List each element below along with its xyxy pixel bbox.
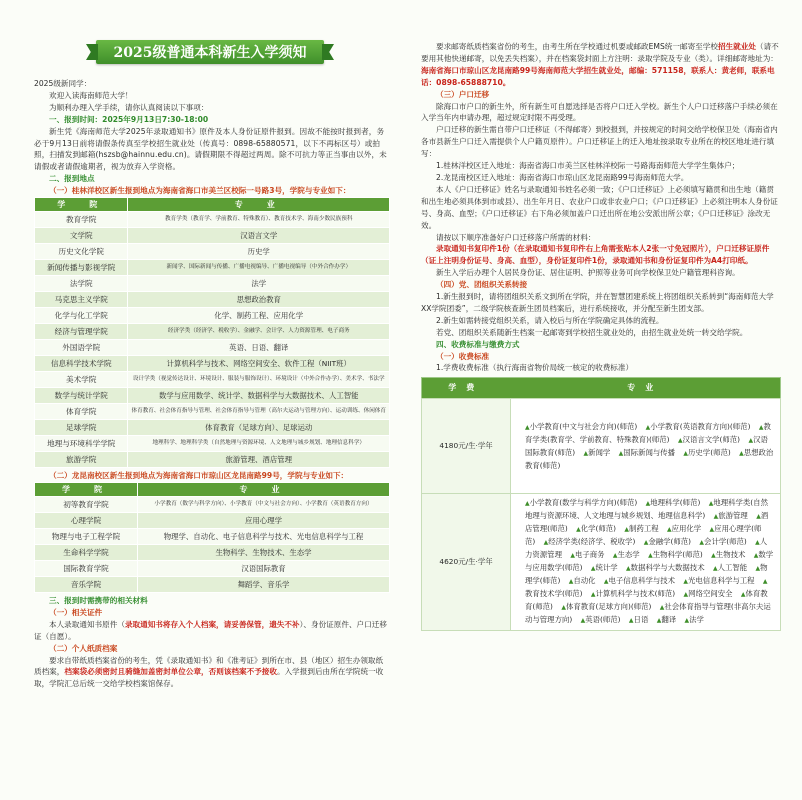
major-item <box>583 448 610 457</box>
major-item <box>619 448 675 457</box>
major-item <box>544 537 636 546</box>
table-row <box>35 212 390 228</box>
major-item <box>570 550 604 559</box>
major-label: 小学教育(数学与科学方向)(师范) <box>529 498 638 508</box>
section-location-title: 二、报到地点 <box>49 174 95 184</box>
materials-sub2-a: 要求自带纸质档案省份的考生，凭《录取通知书》和《准考证》到所在市、县（地区）招生办领取纸质档案， <box>34 655 384 677</box>
major-label: 历史学(师范) <box>688 447 731 457</box>
triangle-bullet-icon: ▲ <box>659 604 665 612</box>
major-cell: 历史学 <box>128 244 390 260</box>
major-item <box>667 524 701 533</box>
triangle-bullet-icon: ▲ <box>684 617 690 625</box>
table-row <box>35 436 390 452</box>
school-cell: 足球学院 <box>35 420 128 436</box>
materials-sub1: （一）相关证件 <box>49 607 103 617</box>
triangle-bullet-icon: ▲ <box>683 591 689 599</box>
major-label: 体育教育(师范) <box>525 589 768 612</box>
table-row <box>35 452 390 468</box>
page-title-banner <box>96 40 324 64</box>
major-item <box>629 615 648 624</box>
major-label: 网络空间安全 <box>688 589 733 599</box>
major-item <box>624 524 658 533</box>
major-item <box>646 422 751 431</box>
major-label: 小学教育(英语教育方向)(师范) <box>650 421 751 431</box>
major-label: 教育技术学(师范) <box>525 589 583 599</box>
triangle-bullet-icon: ▲ <box>699 539 705 547</box>
triangle-bullet-icon: ▲ <box>525 500 530 508</box>
major-label: 制药工程 <box>629 524 659 534</box>
materials-sub2-warning: 档案袋必须密封且骑缝加盖密封单位公章，否则该档案不予接收 <box>64 667 277 677</box>
major-label: 自动化 <box>573 576 596 586</box>
school-cell: 法学院 <box>35 276 128 292</box>
hukou-p2: 户口迁移的新生需自带户口迁移证（不得邮寄）到校报到，并按规定的时间交给学校保卫处（海南省内各市县新生户口迁入需提供个人户籍页原件）。户口迁移证上的迁入地址按录取专业所在的校区地址进行填写： <box>421 125 778 159</box>
left-column <box>34 78 390 690</box>
major-cell: 经济学类（经济学、税收学）、金融学、会计学、人力资源管理、电子商务 <box>128 324 390 340</box>
major-label: 生物科学(师范) <box>652 550 703 560</box>
hukou-p1: 除海口市户口的新生外，所有新生可自愿选择是否将户口迁入学校。新生个人户口迁移落户手续必须在入学当年内申请办理，超过规定时限不再受理。 <box>421 101 778 123</box>
school-cell: 新闻传播与影视学院 <box>35 260 128 276</box>
major-label: 金融学(师范) <box>648 537 692 547</box>
major-label: 人工智能 <box>717 563 748 573</box>
major-item <box>591 563 618 572</box>
school-cell: 地理与环境科学学院 <box>35 436 128 452</box>
major-label: 教育学类(教育学、学前教育、特殊教育)(师范) <box>525 421 771 444</box>
fee-majors <box>511 494 781 631</box>
major-label: 应用化学 <box>671 524 702 534</box>
major-cell: 舞蹈学、音乐学 <box>138 576 390 592</box>
triangle-bullet-icon: ▲ <box>626 565 631 573</box>
major-cell: 小学教育（数学与科学方向）、小学教育（中文与社会方向）、小学教育（英语教育方向） <box>138 496 390 512</box>
fee-amount: 4180元/生·学年 <box>422 399 511 494</box>
triangle-bullet-icon: ▲ <box>756 513 761 521</box>
major-item <box>581 615 621 624</box>
school-cell: 马克思主义学院 <box>35 292 128 308</box>
school-cell: 国际教育学院 <box>35 560 138 576</box>
welcome-text: 欢迎入读海南师范大学！ <box>49 90 133 100</box>
major-label: 经济学类(经济学、税收学) <box>548 537 636 547</box>
triangle-bullet-icon: ▲ <box>570 552 575 560</box>
major-item <box>576 524 616 533</box>
major-cell: 生物科学、生物技术、生态学 <box>138 544 390 560</box>
school-cell: 历史文化学院 <box>35 244 128 260</box>
triangle-bullet-icon: ▲ <box>755 565 761 573</box>
triangle-bullet-icon: ▲ <box>683 578 689 586</box>
major-label: 生物技术 <box>715 550 746 560</box>
triangle-bullet-icon: ▲ <box>580 617 586 625</box>
college-table-1 <box>34 197 390 468</box>
major-cell: 体育教育（足球方向）、足球运动 <box>128 420 390 436</box>
major-label: 体育教育(足球方向)(师范) <box>565 602 652 612</box>
school-cell: 体育学院 <box>35 404 128 420</box>
school-cell: 经济与管理学院 <box>35 324 128 340</box>
major-label: 电子商务 <box>574 550 605 560</box>
college-table-2 <box>34 482 390 593</box>
mail-archive-office: 招生就业处 <box>717 42 756 51</box>
major-label: 人力资源管理 <box>525 537 768 560</box>
major-cell: 体育教育、社会体育指导与管理、社会体育指导与管理（高尔夫运动与管理方向）、运动训练、休闲体育 <box>128 404 390 420</box>
triangle-bullet-icon: ▲ <box>590 591 596 599</box>
triangle-bullet-icon: ▲ <box>753 552 759 560</box>
mail-archive-body <box>421 41 781 89</box>
triangle-bullet-icon: ▲ <box>666 526 672 534</box>
fee-row <box>422 399 781 494</box>
major-cell: 物理学、自动化、电子信息科学与技术、光电信息科学与工程 <box>138 528 390 544</box>
triangle-bullet-icon: ▲ <box>709 526 715 534</box>
th-major-2: 专 业 <box>138 482 390 496</box>
table-row <box>35 512 390 528</box>
triangle-bullet-icon: ▲ <box>561 604 566 612</box>
table-row <box>35 308 390 324</box>
triangle-bullet-icon: ▲ <box>645 423 651 431</box>
school-cell: 旅游学院 <box>35 452 128 468</box>
triangle-bullet-icon: ▲ <box>525 423 530 431</box>
major-item <box>714 511 748 520</box>
major-item <box>561 602 651 611</box>
fee-section-title: 四、收费标准与缴费方式 <box>436 339 520 349</box>
campus1-location: （一）桂林洋校区新生报到地点为海南省海口市美兰区校际一号路3号，学院与专业如下： <box>49 186 351 196</box>
major-item <box>613 550 640 559</box>
table-row <box>35 544 390 560</box>
triangle-bullet-icon: ▲ <box>762 578 768 586</box>
major-item <box>644 537 691 546</box>
triangle-bullet-icon: ▲ <box>713 513 719 521</box>
fee-sub-title: （一）收费标准 <box>436 351 490 361</box>
fee-amount: 4620元/生·学年 <box>422 494 511 631</box>
major-cell: 法学 <box>128 276 390 292</box>
materials-sub1-body <box>34 619 390 643</box>
party-title: （四）党、团组织关系转接 <box>436 280 528 290</box>
major-cell: 旅游管理、酒店管理 <box>128 452 390 468</box>
hukou-title: （三）户口迁移 <box>436 89 490 99</box>
triangle-bullet-icon: ▲ <box>740 591 746 599</box>
major-label: 数据科学与大数据技术 <box>630 563 705 573</box>
major-label: 汉语国际教育(师范) <box>525 434 768 457</box>
triangle-bullet-icon: ▲ <box>648 552 653 560</box>
section-time-body: 新生凭《海南师范大学2025年录取通知书》原件及本人身份证原件报到。因故不能按时报到者，务必于9月13日前将请假条传真至学校招生就业处（传真号：0898-65880571，以下不再标区号）或拍照，扫描发到邮箱(hszsb@hainnu.edu.cn)。请假期限不得超过两周。除不可抗力等正当事由以外，未请假或者请假逾期者，视为放弃入学资格。 <box>34 126 387 172</box>
page-title: 2025级普通本科新生入学须知 <box>113 45 307 61</box>
table-row <box>35 276 390 292</box>
triangle-bullet-icon: ▲ <box>755 539 760 547</box>
major-label: 物理学(师范) <box>525 563 768 586</box>
triangle-bullet-icon: ▲ <box>590 565 596 573</box>
triangle-bullet-icon: ▲ <box>739 449 744 457</box>
major-label: 社会体育指导与管理(非高尔夫运动与管理方向) <box>525 602 771 625</box>
campus2-location: （二）龙昆南校区新生报到地点为海南省海口市琼山区龙昆南路99号，学院与专业如下： <box>49 471 349 481</box>
school-cell: 教育学院 <box>35 212 128 228</box>
major-item <box>684 589 733 598</box>
major-label: 应用心理学(师范) <box>525 524 762 547</box>
hukou-p3: 本人《户口迁移证》姓名与录取通知书姓名必须一致；《户口迁移证》上必须填写籍贯和出生地（籍贯和出生地必须具体到市或县）、出生年月日、农业户口或非农业户口；《户口迁移证》上必须注明本人身份证号、身高、血型；《户口迁移证》右下角必须加盖户口迁出所在地公安派出所公章；《户口迁移证》涂改无效。 <box>421 184 778 230</box>
triangle-bullet-icon: ▲ <box>624 526 630 534</box>
triangle-bullet-icon: ▲ <box>628 617 634 625</box>
school-cell: 心理学院 <box>35 512 138 528</box>
major-label: 化学(师范) <box>580 524 617 534</box>
mail-archive-b: （请不要用其他快递邮寄，以免丢失档案），并在档案袋封面上方注明：录取学院及专业（类）。详细邮寄地址为： <box>421 42 779 63</box>
major-cell: 英语、日语、翻译 <box>128 340 390 356</box>
major-item <box>683 576 754 585</box>
table-row <box>35 496 390 512</box>
fee-th-major: 专业 <box>511 378 781 399</box>
table-row <box>35 404 390 420</box>
major-item <box>525 422 637 431</box>
party-p1: 1.新生报到时，请将团组织关系文到所在学院，并在智慧团建系统上将团组织关系转到“海南师范大学XX学院团委”，二级学院核查新生团员档案后，进行系统接收，并分配至新生团支部。 <box>421 292 774 313</box>
school-cell: 生命科学学院 <box>35 544 138 560</box>
major-item <box>711 550 745 559</box>
triangle-bullet-icon: ▲ <box>568 578 574 586</box>
school-cell: 化学与化工学院 <box>35 308 128 324</box>
triangle-bullet-icon: ▲ <box>618 449 624 457</box>
table-row <box>35 420 390 436</box>
school-cell: 外国语学院 <box>35 340 128 356</box>
mail-address: 海南省海口市琼山区龙昆南路99号海南师范大学招生就业处，邮编：571158，联系人：黄老师，联系电话：0898-65888710。 <box>421 65 775 87</box>
table-row <box>35 260 390 276</box>
triangle-bullet-icon: ▲ <box>645 500 651 508</box>
triangle-bullet-icon: ▲ <box>708 500 714 508</box>
triangle-bullet-icon: ▲ <box>711 552 716 560</box>
table-row <box>35 340 390 356</box>
table-row <box>35 292 390 308</box>
major-item <box>591 589 675 598</box>
triangle-bullet-icon: ▲ <box>643 539 649 547</box>
major-label: 统计学 <box>595 563 618 573</box>
major-cell: 计算机科学与技术、网络空间安全、软件工程（NIIT班） <box>128 356 390 372</box>
table-row <box>35 388 390 404</box>
materials-sub2: （二）个人纸质档案 <box>49 643 118 653</box>
major-item <box>713 563 747 572</box>
section-materials-title: 三、报到时需携带的相关材料 <box>49 595 148 605</box>
triangle-bullet-icon: ▲ <box>748 436 754 444</box>
party-p3: 若党、团组织关系随新生档案一起邮寄到学校招生就业处的，由招生就业处统一转交给学院。 <box>436 327 748 337</box>
major-label: 光电信息科学与工程 <box>688 576 755 586</box>
th-school-2: 学 院 <box>35 482 138 496</box>
hukou-materials: 录取通知书复印件1份（在录取通知书复印件右上角需张贴本人2张一寸免冠照片），户口迁移证原件（证上注明身份证号、身高、血型），身份证复印件1份，录取通知书和身份证复印件为A4打印纸。 <box>421 244 770 266</box>
triangle-bullet-icon: ▲ <box>712 565 718 573</box>
table-row <box>35 324 390 340</box>
major-cell: 思想政治教育 <box>128 292 390 308</box>
materials-sub1-warning: 录取通知书将存入个人档案，请妥善保管，遗失不补 <box>124 619 300 629</box>
major-cell: 汉语言文学 <box>128 228 390 244</box>
major-item <box>646 498 701 507</box>
major-label: 旅游管理 <box>718 511 748 521</box>
major-item <box>569 576 596 585</box>
fee-table <box>421 377 781 631</box>
major-label: 日语 <box>633 615 649 625</box>
greeting: 2025级新同学： <box>34 79 92 88</box>
major-cell: 地理科学、地理科学类（自然地理与资源环境、人文地理与城乡规划、地理信息科学） <box>128 436 390 452</box>
major-label: 酒店管理(师范) <box>525 511 769 534</box>
hukou-p4: 请按以下顺序准备好户口迁移落户所需的材料： <box>436 232 596 242</box>
materials-sub2-body <box>34 655 390 691</box>
fee-th-tuition: 学费 <box>422 378 511 399</box>
major-item <box>684 615 703 624</box>
th-school: 学 院 <box>35 198 128 212</box>
hukou-addr1: 1.桂林洋校区迁入地址：海南省海口市美兰区桂林洋校际一号路海南师范大学学生集体户； <box>436 161 740 171</box>
major-item <box>626 563 705 572</box>
intro-text: 为顺利办理入学手续，请你认真阅读以下事项： <box>49 102 209 112</box>
major-item <box>525 498 637 507</box>
major-cell: 教育学类（教育学、学前教育、特殊教育）、教育技术学、海南少数民族预科 <box>128 212 390 228</box>
table-row <box>35 576 390 592</box>
table-row <box>35 228 390 244</box>
section-time-title: 一、报到时间：2025年9月13日7:30-18:00 <box>49 114 209 124</box>
triangle-bullet-icon: ▲ <box>583 449 589 457</box>
major-label: 国际新闻与传播 <box>623 447 676 457</box>
major-label: 汉语言文学(师范) <box>682 434 741 444</box>
hukou-p5: 新生入学后办理个人居民身份证、居住证明、护照等业务可向学校保卫处户籍管理科咨询。 <box>436 268 740 278</box>
triangle-bullet-icon: ▲ <box>612 552 618 560</box>
major-label: 法学 <box>689 615 704 625</box>
triangle-bullet-icon: ▲ <box>543 539 549 547</box>
major-item <box>699 537 746 546</box>
major-label: 数学与应用数学(师范) <box>525 550 774 573</box>
school-cell: 音乐学院 <box>35 576 138 592</box>
materials-sub1-b: ）、身份证原件、户口迁移证（自愿）。 <box>34 619 387 641</box>
triangle-bullet-icon: ▲ <box>656 617 662 625</box>
major-cell: 数学与应用数学、统计学、数据科学与大数据技术、人工智能 <box>128 388 390 404</box>
party-p2: 2.新生如需转接党组织关系，请入校后与所在学院确定具体的流程。 <box>436 315 664 325</box>
major-cell: 应用心理学 <box>138 512 390 528</box>
table-row <box>35 372 390 388</box>
major-label: 电子信息科学与技术 <box>608 576 676 586</box>
fee-majors <box>511 399 781 494</box>
school-cell: 物理与电子工程学院 <box>35 528 138 544</box>
major-label: 思想政治教育(师范) <box>525 447 774 470</box>
triangle-bullet-icon: ▲ <box>758 423 764 431</box>
major-label: 地理科学(师范) <box>650 498 701 508</box>
major-label: 小学教育(中文与社会方向)(师范) <box>529 421 638 431</box>
school-cell: 数学与统计学院 <box>35 388 128 404</box>
major-item <box>678 435 740 444</box>
table-row <box>35 528 390 544</box>
major-cell: 化学、制药工程、应用化学 <box>128 308 390 324</box>
major-label: 生态学 <box>617 550 640 560</box>
major-item <box>683 448 730 457</box>
right-column <box>421 41 781 631</box>
school-cell: 美术学院 <box>35 372 128 388</box>
major-cell: 设计学类（视觉传达设计、环境设计、服装与服饰设计）、环境设计（中外合作办学）、美术学、书法学 <box>128 372 390 388</box>
triangle-bullet-icon: ▲ <box>683 449 689 457</box>
major-item <box>657 615 676 624</box>
major-cell: 新闻学、国际新闻与传播、广播电视编导、广播电视编导（中外合作办学） <box>128 260 390 276</box>
major-cell: 汉语国际教育 <box>138 560 390 576</box>
major-item <box>648 550 703 559</box>
major-label: 英语(师范) <box>585 615 621 625</box>
major-item <box>604 576 675 585</box>
table-row <box>35 560 390 576</box>
fee-row <box>422 494 781 631</box>
major-label: 会计学(师范) <box>704 537 747 547</box>
fee-standard-text: 1.学费收费标准（执行海南省物价局统一核定的收费标准） <box>436 363 634 373</box>
triangle-bullet-icon: ▲ <box>677 436 683 444</box>
materials-sub2-b: 。入学报到后由所在学院统一收取，学院汇总后统一交给学校档案馆保存。 <box>34 667 384 689</box>
triangle-bullet-icon: ▲ <box>576 526 581 534</box>
th-major: 专 业 <box>128 198 390 212</box>
major-label: 新闻学 <box>588 447 611 457</box>
school-cell: 文学院 <box>35 228 128 244</box>
hukou-addr2: 2.龙昆南校区迁入地址：海南省海口市琼山区龙昆南路99号海南师范大学。 <box>436 172 689 182</box>
major-label: 计算机科学与技术(师范) <box>595 589 676 599</box>
materials-sub1-a: 本人录取通知书原件（ <box>49 619 125 629</box>
table-row <box>35 356 390 372</box>
school-cell: 信息科学技术学院 <box>35 356 128 372</box>
school-cell: 初等教育学院 <box>35 496 138 512</box>
major-label: 地理科学类(自然地理与资源环境、人文地理与城乡规划、地理信息科学) <box>525 498 768 521</box>
table-row <box>35 244 390 260</box>
major-label: 翻译 <box>661 615 677 625</box>
triangle-bullet-icon: ▲ <box>603 578 609 586</box>
mail-archive-a: 要求邮寄纸质档案省份的考生，由考生所在学校通过机要或邮政EMS统一邮寄至学校 <box>436 42 718 51</box>
